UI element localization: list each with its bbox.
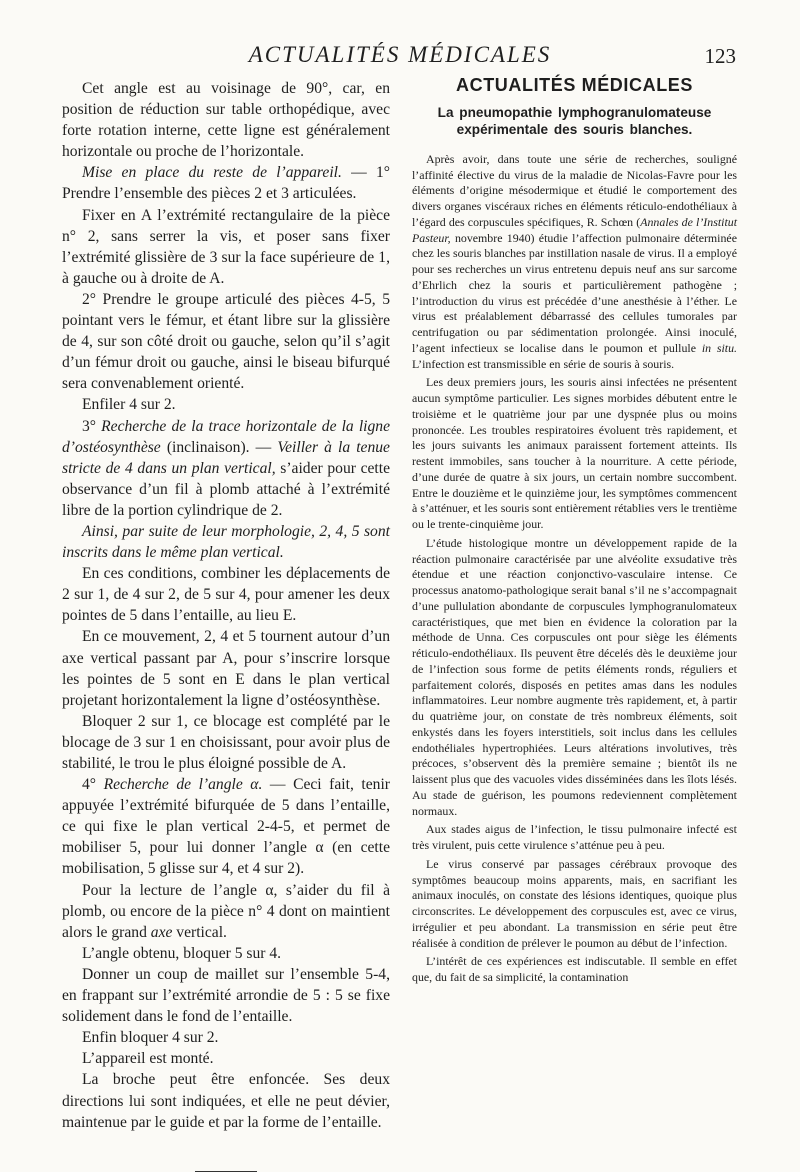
left-p2-text: — 1° Prendre l’ensemble des pièces 2 et 3 articulées. [62,164,390,203]
left-p11-number: 4° [82,776,104,794]
left-paragraph-1: Cet angle est au voisinage de 90°, car, en position de réduction sur table orthopédique, avec forte rotation interne, cette ligne est généralement horizontale ou proche de l’horizontale. [62,80,390,161]
right-paragraph-2: Les deux premiers jours, les souris ainsi infectées ne présentent aucun symptôme particulier. Les signes morbides débutent entre le troisième et le quatrième jour par une dyspnée plus ou moins prononcée. Les troubles respiratoires évoluent très rapidement, et les jours suivants les animaux paraissent fortement atteints. Ils restent immobiles, sans toucher à la nourriture. A cette période, d’une durée de quatre à six jours, un certain nombre succombent. Entre le douzième et le quinzième jour, les symptômes commencent à s’atténuer, et les souris sont entièrement rétablies vers le trentième ou le trente-cinquième jour. [412,375,737,531]
left-paragraph-2 [62,162,390,204]
left-p12-text-a: Pour la lecture de l’angle α, s’aider du fil à plomb, ou encore de la pièce n° 4 dont on maintient alors le grand [62,881,390,941]
left-paragraph-16: L’appareil est monté. [82,1050,214,1068]
left-paragraph-13: L’angle obtenu, bloquer 5 sur 4. [82,944,282,962]
left-p7-emphasis: Ainsi, par suite de leur morphologie, 2, 4, 5 sont inscrits dans le même plan vertical. [62,522,390,562]
right-paragraph-3: L’étude histologique montre un développement rapide de la réaction pulmonaire caractérisée par une alvéolite exsudative très étendue et une réaction conjonctivo-vasculaire intense. Ce processus anatomo-pathologique serait banal s’il ne s’accompagnait d’une pullulation abondante de corpuscules lymphogranulomateux caractéristiques, que met bien en évidence la coloration par la méthode de Unna. Ces corpuscules ont pour siège les éléments réticulo-endothéliaux. Ils peuvent être décelés dès le deuxième jour de l’infection sous forme de petits éléments ronds, réguliers et parfaitement colorés, disposés en petites amas dans les nodules inflammatoires. Leur nombre augmente très rapidement, et, à partir du quatrième jour, on constate de très nombreux éléments, soit enkystés dans les foyers interstitiels, soit inclus dans les cellules endothéliales hypertrophiées. Leurs altérations involutives, très précoces, s’observent dès la première semaine ; bientôt ils ne laissent plus que des vacuoles vides disséminées dans les îlots lésés. Au stade de guérison, les poumons redeviennent complètement normaux. [412,535,737,818]
page-header [0,42,800,72]
left-paragraph-14: Donner un coup de maillet sur l’ensemble 5-4, en frappant sur l’extrémité arrondie de 5 : 5 se fixe solidement dans le fond de l’entaille. [62,965,390,1026]
left-p6-emphasis-1: Recherche de la trace horizontale de la ligne d’ostéosynthèse [62,417,390,456]
right-p1-emphasis-2: in situ. [701,340,737,355]
left-paragraph-11 [62,774,390,879]
section-title: ACTUALITÉS MÉDICALES [456,75,693,95]
left-p6-text-1: (inclinaison). — [160,438,278,456]
left-column [62,78,390,1172]
right-p1-text-c: L’infection est transmissible en série de souris à souris. [412,356,675,371]
left-paragraph-17: La broche peut être enfoncée. Ses deux directions lui sont indiquées, et elle ne peut dévier, maintenue par le guide et par la forme de l’entaille. [62,1071,390,1131]
left-paragraph-7 [62,521,390,563]
left-paragraph-6 [62,416,390,521]
right-p1-text-a: Après avoir, dans toute une série de recherches, souligné l’affinité élective du virus de la maladie de Nicolas-Favre pour les éléments d’origine mésodermique et étudié le comportement des divers organes viscéraux riches en éléments réticulo-endothéliaux à l’égard des corpuscules spécifiques, R. Schœn ( [412,151,737,229]
right-p1-text-b: novembre 1940) étudie l’affection pulmonaire déterminée chez les souris blanches par instillation nasale de virus. Il a employé pour ses recherches un virus entretenu depuis neuf ans sur sarcome d’Ehrlich chez la souris et particulièrement pathogène ; l’introduction du virus est précédée d’une anesthésie à l’éther. Le virus est préalablement débarrassé des cellules tumorales par centrifugation ou par sédimentation prolongée. Ainsi inoculé, l’agent infectieux se localise dans le poumon et pullule [412,230,737,355]
page-number: 123 [704,44,736,68]
left-paragraph-15: Enfin bloquer 4 sur 2. [82,1029,219,1047]
right-paragraph-4: Aux stades aigus de l’infection, le tissu pulmonaire infecté est très virulent, puis cette virulence s’atténue peu à peu. [412,822,737,852]
left-paragraph-10: Bloquer 2 sur 1, ce blocage est complété par le blocage de 3 sur 1 en choisissant, pour avoir plus de stabilité, le trou le plus éloigné possible de A. [62,712,390,772]
running-title: ACTUALITÉS MÉDICALES [248,42,552,67]
left-p11-emphasis: Recherche de l’angle α. [103,776,263,794]
right-paragraph-1 [412,152,737,373]
article-title: La pneumopathie lymphogranulomateuse expérimentale des souris blanches. [437,104,712,137]
left-p11-text: — Ceci fait, tenir appuyée l’extrémité bifurquée de 5 dans l’entaille, ce qui fixe le plan vertical 2-4-5, et permet de mobiliser 5, pour lui donner l’angle α (en cette mobilisation, 5 glisse sur 4, et 4 sur 2). [62,776,390,878]
left-paragraph-9: En ce mouvement, 2, 4 et 5 tournent autour d’un axe vertical passant par A, pour s’inscrire lorsque les pointes de 5 sont en E dans le plan vertical projetant horizontalement la ligne d’ostéosynthèse. [62,628,390,709]
left-p12-emphasis: axe [150,923,173,941]
left-paragraph-5: Enfiler 4 sur 2. [82,396,176,414]
left-paragraph-3: Fixer en A l’extrémité rectangulaire de la pièce n° 2, sans serrer la vis, et poser sans fixer l’extrémité glissière de 3 sur la face supérieure de 1, à gauche ou à droite de A. [62,206,390,287]
left-paragraph-4: 2° Prendre le groupe articulé des pièces 4-5, 5 pointant vers le fémur, et étant libre sur la glissière de 4, sur son côté droit ou gauche, selon qu’il s’agit d’un fémur droit ou gauche, ainsi le biseau bifurqué sera convenablement orienté. [62,290,390,393]
left-p6-number: 3° [82,417,102,435]
left-p2-emphasis: Mise en place du reste de l’appareil. [82,164,342,182]
right-paragraph-5: Le virus conservé par passages cérébraux provoque des symptômes beaucoup moins apparents, mais, en sacrifiant les animaux inoculés, on constate des lésions identiques, quoique plus circonscrites. Le développement des corpuscules est, avec ce virus, irrégulier et peu abondant. La transmission en série peut être réalisée à condition de prélever le poumon au début de l’infection. [412,856,737,950]
left-paragraph-8: En ces conditions, combiner les déplacements de 2 sur 1, de 4 sur 2, de 5 sur 4, pour amener les deux pointes de 5 dans l’entaille, au lieu E. [62,565,390,625]
left-p6-emphasis-2: Veiller à la tenue stricte de 4 dans un plan vertical, [62,438,390,477]
left-p6-text-2: s’aider pour cette observance d’un fil à plomb attaché à l’extrémité libre de la portion cylindrique de 2. [62,459,390,519]
left-paragraph-12 [62,880,390,943]
right-p1-emphasis-1: Annales de l’Institut Pasteur, [412,214,737,245]
right-column [412,75,737,986]
left-p12-text-b: vertical. [172,923,227,941]
right-paragraph-6: L’intérêt de ces expériences est indiscutable. Il semble en effet que, du fait de sa simplicité, la contamination [412,954,737,984]
